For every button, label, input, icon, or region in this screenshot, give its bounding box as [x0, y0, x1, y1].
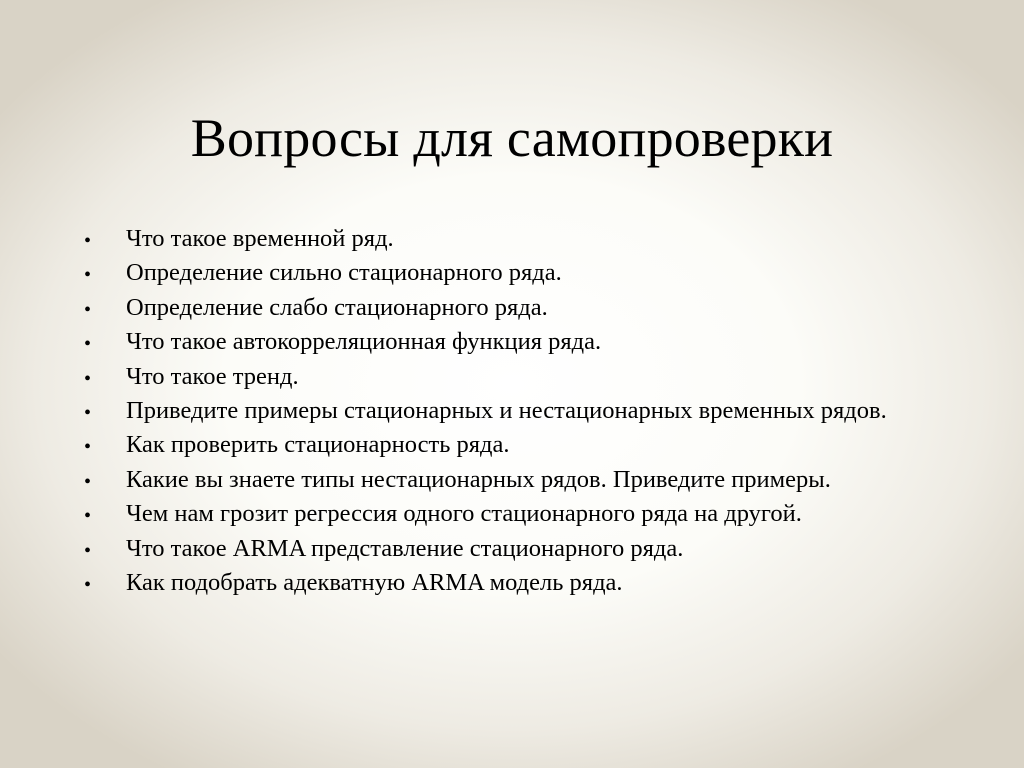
list-item [84, 501, 964, 527]
list-item-text: Какие вы знаете типы нестационарных рядов. Приведите примеры. [126, 465, 831, 493]
list-item [84, 570, 964, 596]
bullet-icon: • [84, 367, 92, 390]
bullet-icon: • [84, 505, 92, 528]
list-item-text: Что такое тренд. [126, 362, 299, 390]
bullet-icon: • [84, 470, 92, 493]
list-item [84, 226, 964, 252]
list-item [84, 467, 964, 493]
list-item [84, 329, 964, 355]
list-item [84, 295, 964, 321]
list-item [84, 398, 964, 424]
bullet-icon: • [84, 230, 92, 252]
bullet-icon: • [84, 539, 92, 562]
list-item [84, 260, 964, 286]
bullet-icon: • [84, 264, 92, 287]
bullet-icon: • [84, 401, 92, 424]
list-item-text: Что такое автокорреляционная функция ряда. [126, 328, 602, 356]
list-item-text: Определение слабо стационарного ряда. [126, 293, 548, 321]
bullet-icon: • [84, 298, 92, 321]
list-item-text: Как подобрать адекватную ARMA модель ряда. [126, 568, 623, 596]
bullet-icon: • [84, 436, 92, 459]
list-item-text: Чем нам грозит регрессия одного стационарного ряда на другой. [126, 500, 802, 528]
slide-title: Вопросы для самопроверки [190, 108, 834, 168]
list-item-text: Что такое ARMA представление стационарного ряда. [126, 534, 684, 562]
list-item-text: Что такое временной ряд. [126, 225, 394, 252]
list-item-text: Приведите примеры стационарных и нестационарных временных рядов. [126, 396, 887, 424]
list-item [84, 432, 964, 458]
bullet-icon: • [84, 333, 92, 356]
bullet-icon: • [84, 573, 92, 596]
question-list [84, 226, 964, 604]
list-item-text: Как проверить стационарность ряда. [126, 431, 510, 459]
list-item [84, 364, 964, 390]
list-item-text: Определение сильно стационарного ряда. [126, 259, 562, 287]
list-item [84, 536, 964, 562]
